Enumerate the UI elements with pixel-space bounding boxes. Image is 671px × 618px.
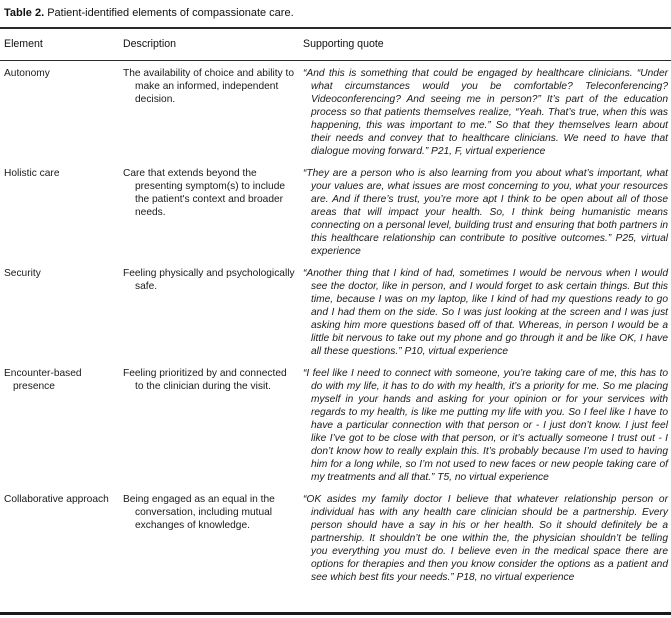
table-row xyxy=(0,367,671,484)
cell-element: Security xyxy=(4,268,41,279)
cell-element: Holistic care xyxy=(4,168,60,179)
cell-element: Autonomy xyxy=(4,68,50,79)
cell-element: Collaborative approach xyxy=(4,494,109,505)
cell-quote: “OK asides my family doctor I believe that whatever relationship person or individual has with any health care clinician should be a partnership. Every person should have a say in his or her health. So it should definitely be a partnership. It shouldn’t be one within the, the physician shouldn’t be telling you everything you must do. I believe even in the medical space there are options for therapies and then you know consider the options as a patient and see which best fits your needs.” P18, no virtual experience xyxy=(303,494,668,583)
cell-quote: “And this is something that could be engaged by healthcare clinicians. “Under what circumstances would you be comfortable? Teleconferencing? Videoconferencing? And seeing me in person?” It’s part of the education process so that patients themselves realize, “Yeah. That’s true, when this was happening, this was important to me.” So that they themselves learn about their needs and convey that to healthcare clinicians. We need to have that dialogue moving forward.” P21, F, virtual experience xyxy=(303,68,668,157)
table-header-row xyxy=(0,29,671,60)
cell-element: Encounter-based presence xyxy=(4,368,82,392)
cell-description: Care that extends beyond the presenting symptom(s) to include the patient's context and broader needs. xyxy=(123,168,286,218)
column-header-supporting-quote: Supporting quote xyxy=(303,38,384,50)
table-row xyxy=(0,267,671,358)
table-body xyxy=(0,61,671,584)
cell-description: Being engaged as an equal in the conversation, including mutual exchanges of knowledge. xyxy=(123,494,275,531)
table-caption xyxy=(0,0,671,27)
column-header-element: Element xyxy=(4,38,43,50)
cell-quote: “I feel like I need to connect with someone, you’re taking care of me, this has to do with my life, it has to do with my health, it’s a priority for me. So me placing myself in your hands and asking for your opinion or for your services with regards to my health, is like me putting my life with you. So I feel like I have to have a particular connection with that person or - I just don’t know. I just feel like I’ve got to be close with that person, or it’s actually someone I trust out - I don’t know how to really explain this. It’s probably because I’m used to having him for a long while, so I’m not used to new faces or new people taking care of my treatments and all that.” T5, no virtual experience xyxy=(303,368,668,483)
table-row xyxy=(0,167,671,258)
table-row xyxy=(0,67,671,158)
table-caption-text: Patient-identified elements of compassionate care. xyxy=(47,7,294,19)
cell-description: Feeling physically and psychologically safe. xyxy=(123,268,295,292)
cell-quote: “Another thing that I kind of had, sometimes I would be nervous when I would see the doctor, like in person, and I would forget to ask certain things. But this time, because I was on my laptop, like I kind of had my questions ready to go and I had them on the side. So I was just looking at the screen and I was just asking him more questions based off of that. Whereas, in person I would be a little bit nervous to take out my phone and go through it and be like OK, I have all these questions.” P10, virtual experience xyxy=(303,268,668,357)
cell-description: The availability of choice and ability to make an informed, independent decision. xyxy=(123,68,295,105)
column-header-description: Description xyxy=(123,38,176,50)
cell-description: Feeling prioritized by and connected to the clinician during the visit. xyxy=(123,368,287,392)
table-label: Table 2. xyxy=(4,7,45,19)
bottom-rule xyxy=(0,612,671,615)
table-row xyxy=(0,493,671,584)
cell-quote: “They are a person who is also learning from you about what’s important, what your values are, what issues are most concerning to you, what your resources are. And if there’s trust, you’re more apt I think to be open about all of those areas that will impact your health. So, I think being humanistic means connecting on a personal level, building trust and ensuring that both partners in this healthcare relationship can contribute to positive outcomes.” P25, virtual experience xyxy=(303,168,668,257)
